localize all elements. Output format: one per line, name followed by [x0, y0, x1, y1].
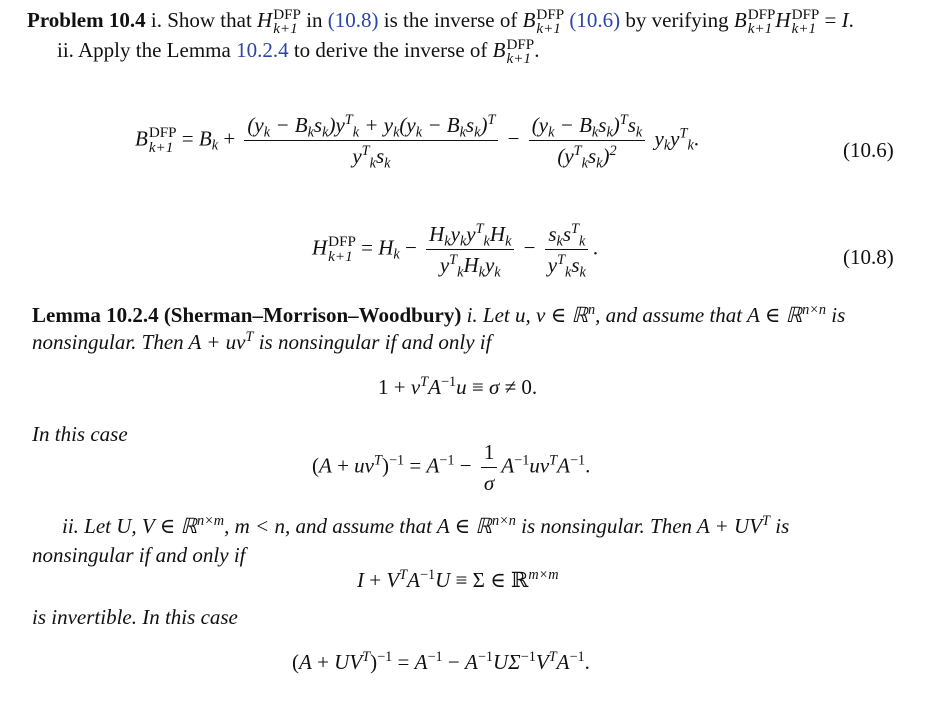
ref-10-8-link[interactable]: (10.8): [327, 8, 379, 33]
equation-number: (10.8): [843, 245, 894, 269]
lemma-text: , m < n, and assume that A ∈ ℝ: [224, 514, 492, 538]
problem-part-i-line: [27, 8, 854, 37]
equation-woodbury: $(A + UV^T)^{-1} = A^{-1} - A^{-1}U\Sigma^{-1}V^TA^{-1}$.: [292, 649, 590, 674]
lemma-text: is nonsingular. Then A + UV: [521, 514, 763, 538]
problem-heading: Problem 10.4: [27, 8, 146, 33]
math-b-dfp: B DFP k+1 .: [492, 37, 540, 68]
problem-text: Apply the Lemma: [78, 38, 231, 63]
lemma-text: , and assume that A ∈ ℝ: [595, 303, 803, 327]
invertible-text: is invertible. In this case: [32, 605, 238, 629]
math-b-dfp: B DFP k+1: [522, 7, 565, 38]
lemma-text: is: [775, 514, 790, 538]
equation-sigma: $1 + v^TA^{-1}u \equiv \sigma \ne 0$.: [378, 374, 538, 399]
problem-text: to derive the inverse of: [293, 38, 488, 63]
lemma-line-1: Lemma 10.2.4 (Sherman–Morrison–Woodbury) i. Let u, v ∈ ℝ$^n$, and assume that A ∈ ℝ$^{n\times n}$ is: [32, 302, 846, 327]
lemma-text: is nonsingular if and only if: [258, 330, 492, 354]
problem-text: is the inverse of: [383, 8, 518, 33]
lemma-heading: Lemma 10.2.4 (Sherman–Morrison–Woodbury): [32, 303, 462, 327]
ref-lemma-link[interactable]: 10.2.4: [236, 38, 289, 63]
problem-part-ii-line: [57, 38, 539, 67]
equation-sherman-morrison: $(A + uv^T)^{-1} = A^{-1}$ − $\frac{1}{\sigma}$ $A^{-1}uv^TA^{-1}$.: [312, 440, 591, 496]
lemma-line-2: nonsingular. Then $A + uv^T$ is nonsingular if and only if: [32, 329, 492, 354]
problem-part-i-label: i.: [150, 8, 162, 33]
lemma-text: ii. Let U, V ∈ ℝ: [62, 514, 198, 538]
lemma-part-ii-line-2: nonsingular if and only if: [32, 543, 246, 567]
in-this-case-text: In this case: [32, 422, 128, 446]
math-h-dfp: H DFP k+1: [257, 7, 301, 38]
equation-10-6: B DFP k+1 = $B_k$ + $\frac{(y_k - B_ks_k)y^T_k + y_k(y_k - B_ks_k)^T}{y^T_ks_k}$ − $\frac{(y_k - B_ks_k)^Ts_k}{(y^T_ks_k)^2}$ $y_ky^T_k$.: [135, 112, 700, 172]
equation-number: (10.6): [843, 138, 894, 162]
equation-10-8: H DFP k+1 = $H_k$ − $\frac{H_ky_ky^T_kH_k}{y^T_kH_ky_k}$ − $\frac{s_ks^T_k}{y^T_ks_k}$ .: [312, 221, 599, 281]
problem-text: by verifying: [625, 8, 729, 33]
equation-sigma-matrix: $I + V^TA^{-1}U \equiv \Sigma$ ∈ ℝ$^{m\times m}$: [357, 567, 559, 592]
lemma-text: is: [831, 303, 846, 327]
lemma-text: nonsingular. Then A + uv: [32, 330, 246, 354]
lemma-text: i. Let u, v ∈ ℝ: [466, 303, 588, 327]
problem-text: Show that: [167, 8, 252, 33]
ref-10-6-link[interactable]: (10.6): [569, 8, 621, 33]
math-identity-check: B DFP k+1 H DFP k+1 = I.: [733, 7, 854, 38]
problem-text: in: [306, 8, 323, 33]
lemma-part-ii-line-1: ii. Let U, V ∈ ℝ$^{n\times m}$, m < n, and assume that A ∈ ℝ$^{n\times n}$ is nonsingular. Then $A + UV^T$ is: [62, 513, 790, 538]
problem-part-ii-label: ii.: [57, 38, 74, 63]
